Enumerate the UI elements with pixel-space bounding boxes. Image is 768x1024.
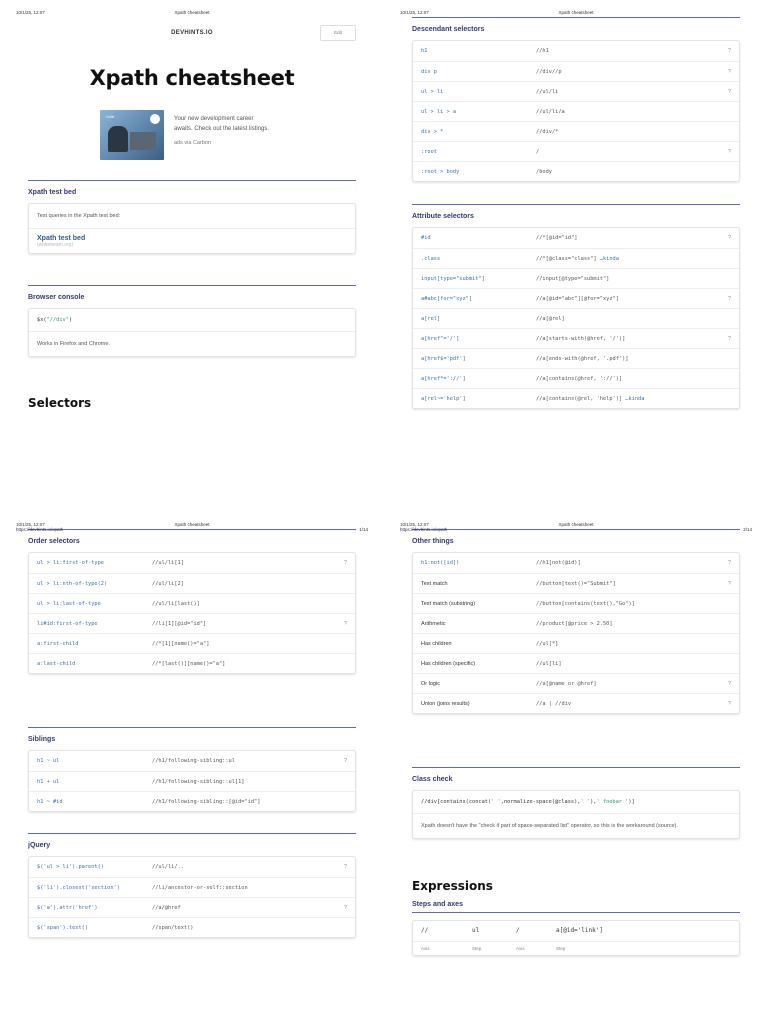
help-link[interactable]: ? [343, 560, 347, 566]
code-string: ' ' [580, 799, 591, 805]
xpath-text: //div//p [536, 69, 562, 75]
xpath-cell [536, 109, 565, 115]
table-row [413, 161, 739, 181]
testbed-link[interactable]: Xpath test bed [37, 235, 86, 242]
table-row [413, 141, 739, 161]
step-label: Step [556, 946, 566, 951]
selector-cell: $('a').attr('href') [37, 905, 98, 911]
xpath-text: //a[ends-with(@href, '.pdf')] [536, 356, 629, 362]
section-heading: Order selectors [28, 538, 80, 545]
table-row [413, 121, 739, 141]
section-console [28, 285, 356, 357]
xpath-text: //*[@class="class"] [536, 256, 597, 262]
table-row [29, 593, 355, 613]
section-heading: Other things [412, 538, 454, 545]
steps-card [412, 920, 740, 956]
selector-cell: h1:not([id]) [421, 560, 460, 566]
selector-cell: ul > li:nth-of-type(2) [37, 581, 108, 587]
table-row [413, 368, 739, 388]
selector-cell: Text match [421, 581, 448, 587]
selector-cell: #id [421, 235, 431, 241]
xpath-text: //ul[*] [536, 641, 559, 647]
selector-cell: a[rel] [421, 316, 441, 322]
selector-cell: ul > li > a [421, 109, 457, 115]
attribute-table [412, 227, 740, 409]
help-link[interactable]: ? [727, 701, 731, 707]
testbed-intro: Test queries in the Xpath test bed: [29, 204, 355, 229]
code-string: ' ' [491, 799, 501, 805]
selector-cell: a#abc[for="xyz"] [421, 296, 473, 302]
xpath-text: //a[@name or @href] [536, 681, 597, 687]
table-row [413, 553, 739, 573]
xpath-text: //li[1][@id="id"] [152, 621, 207, 627]
xpath-cell [536, 661, 562, 667]
selector-cell: h1 + ul [37, 779, 60, 785]
table-row [413, 308, 739, 328]
code-token: $x( [37, 317, 47, 323]
table-row [413, 673, 739, 693]
table-row [413, 693, 739, 713]
xpath-cell [536, 376, 622, 382]
ad-image[interactable] [100, 110, 164, 160]
kinda-note: …kinda [596, 256, 619, 262]
xpath-text: //div/* [536, 129, 559, 135]
help-link[interactable]: ? [727, 581, 731, 587]
help-link[interactable]: ? [343, 905, 347, 911]
section-testbed [28, 180, 356, 254]
footer-page-number: 2/14 [743, 527, 752, 532]
code-token: ) [68, 317, 73, 323]
steps-row [413, 921, 739, 941]
ad-line-2: awaits. Check out the latest listings. [174, 126, 270, 132]
selector-cell: a[href*='://'] [421, 376, 466, 382]
table-row [413, 288, 739, 308]
code-string: ' foobar ' [596, 799, 629, 805]
table-row [29, 917, 355, 937]
section-descendant [412, 17, 740, 182]
step-token: / [516, 927, 520, 934]
xpath-cell [536, 235, 577, 241]
section-jquery [28, 833, 356, 938]
selector-cell: Text match (substring) [421, 601, 476, 607]
xpath-text: //ul/li[last()] [152, 601, 200, 607]
ad-image-label: Vultr [106, 114, 115, 119]
page-1 [0, 0, 384, 512]
jquery-table [28, 856, 356, 938]
section-order [28, 529, 356, 674]
xpath-cell [152, 799, 260, 805]
xpath-cell [536, 149, 539, 155]
xpath-cell [536, 69, 562, 75]
table-row [413, 268, 739, 288]
console-code [29, 309, 355, 332]
xpath-cell [536, 581, 616, 587]
xpath-cell [152, 581, 184, 587]
help-link[interactable]: ? [343, 864, 347, 870]
section-classcheck [412, 767, 740, 839]
help-link[interactable]: ? [343, 621, 347, 627]
help-link[interactable]: ? [727, 89, 731, 95]
xpath-text: //a[starts-with(@href, '/')] [536, 336, 626, 342]
section-siblings [28, 727, 356, 812]
xpath-text: //ul/li[1] [152, 560, 184, 566]
xpath-cell [536, 89, 558, 95]
xpath-cell [536, 641, 558, 647]
classcheck-card [412, 790, 740, 839]
table-row [413, 61, 739, 81]
table-row [413, 388, 739, 408]
xpath-cell [152, 885, 248, 891]
page-title: Xpath cheatsheet [89, 66, 295, 90]
xpath-cell [536, 560, 581, 566]
selector-cell: li#id:first-of-type [37, 621, 98, 627]
print-datetime: 10/1/25, 12:07 [400, 10, 429, 15]
selector-cell: ul > li:last-of-type [37, 601, 101, 607]
print-datetime: 10/1/25, 12:07 [400, 522, 429, 527]
xpath-cell [536, 336, 625, 342]
table-row [413, 41, 739, 61]
edit-button[interactable]: Edit [320, 25, 356, 41]
xpath-text: //a[@id="abc"][@for="xyz"] [536, 296, 619, 302]
xpath-text: //a | //div [536, 701, 572, 707]
xpath-cell [152, 905, 181, 911]
help-link[interactable]: ? [727, 69, 731, 75]
xpath-cell [536, 129, 558, 135]
page-2 [384, 0, 768, 512]
xpath-text: //ul/li [536, 89, 559, 95]
print-doc-title: Xpath cheatsheet [174, 522, 210, 527]
xpath-cell [536, 396, 644, 402]
selector-cell: div p [421, 69, 437, 75]
table-row [413, 613, 739, 633]
code-token: //div[contains(concat( [421, 799, 492, 805]
selector-cell: div > * [421, 129, 444, 135]
selector-cell: Has children [421, 641, 452, 647]
section-expressions [412, 879, 740, 956]
xpath-cell [152, 925, 193, 931]
descendant-table [412, 40, 740, 182]
section-heading: Browser console [28, 294, 85, 301]
code-string: "//div" [46, 317, 69, 323]
code-token: )] [628, 799, 635, 805]
xpath-cell [152, 661, 225, 667]
xpath-cell [152, 779, 244, 785]
selector-cell: h1 ~ ul [37, 758, 60, 764]
xpath-text: //h1[not(@id)] [536, 560, 581, 566]
print-doc-title: Xpath cheatsheet [558, 522, 594, 527]
section-heading: Attribute selectors [412, 213, 474, 220]
section-heading: Descendant selectors [412, 26, 485, 33]
xpath-cell [536, 169, 552, 175]
table-row [413, 81, 739, 101]
xpath-text: //li/ancestor-or-self::section [152, 885, 248, 891]
table-row [413, 348, 739, 368]
table-row [29, 613, 355, 633]
xpath-text: //button[contains(text(),"Go")] [536, 601, 635, 607]
help-link[interactable]: ? [343, 758, 347, 764]
classcheck-note: Xpath doesn't have the "check if part of space-separated list" operator, so this is the workaround (source). [421, 823, 678, 829]
step-token: ul [472, 927, 480, 934]
xpath-cell [152, 560, 184, 566]
section-heading: Class check [412, 776, 453, 783]
footer-url[interactable]: https://devhints.io/xpath [400, 527, 448, 532]
print-datetime: 10/1/25, 12:07 [16, 10, 45, 15]
brand-logo[interactable]: DEVHINTS.IO [171, 30, 213, 36]
table-row [413, 633, 739, 653]
selector-cell: Arithmetic [421, 621, 446, 627]
xpath-cell [536, 701, 571, 707]
other-table [412, 552, 740, 714]
xpath-text: //ul/li/.. [152, 864, 184, 870]
xpath-text: //ul/li/a [536, 109, 565, 115]
selector-cell: $('ul > li').parent() [37, 864, 104, 870]
table-row [29, 877, 355, 897]
table-row [413, 248, 739, 268]
selector-cell: input[type="submit"] [421, 276, 485, 282]
xpath-text: //button[text()="Submit"] [536, 581, 616, 587]
selectors-heading: Selectors [28, 396, 92, 410]
table-row [413, 593, 739, 613]
ad-via[interactable]: ads via Carbon [174, 140, 211, 146]
xpath-text: //h1 [536, 48, 549, 54]
selector-cell: a:first-child [37, 641, 79, 647]
print-doc-title: Xpath cheatsheet [558, 10, 594, 15]
code-token: ), [590, 799, 597, 805]
xpath-cell [536, 316, 565, 322]
table-row [29, 771, 355, 791]
xpath-cell [536, 48, 549, 54]
xpath-text: / [536, 149, 540, 155]
selector-cell: ul > li:first-of-type [37, 560, 104, 566]
xpath-text: /body [536, 169, 552, 175]
xpath-text: //*[last()][name()="a"] [152, 661, 226, 667]
xpath-text: //*[@id="id"] [536, 235, 578, 241]
selector-cell: ul > li [421, 89, 444, 95]
xpath-cell [536, 356, 628, 362]
selector-cell: a[rel~='help'] [421, 396, 466, 402]
testbed-domain: (whitebeam.org) [37, 242, 74, 248]
xpath-text: //input[@type="submit"] [536, 276, 610, 282]
xpath-cell [536, 276, 609, 282]
selector-cell: a[href$='pdf'] [421, 356, 466, 362]
page-header [16, 10, 368, 18]
help-link[interactable]: ? [727, 296, 731, 302]
selector-cell: .class [421, 256, 441, 262]
help-link[interactable]: ? [727, 149, 731, 155]
kinda-note: …kinda [622, 396, 645, 402]
ad-text[interactable] [174, 114, 294, 134]
table-row [29, 573, 355, 593]
help-link[interactable]: ? [727, 560, 731, 566]
steps-labels [413, 941, 739, 955]
xpath-text: //product[@price > 2.50] [536, 621, 613, 627]
xpath-text: //h1/following-sibling::ul[1] [152, 779, 245, 785]
selector-cell: :root [421, 149, 437, 155]
expressions-heading: Expressions [412, 879, 493, 893]
console-note: Works in Firefox and Chrome. [37, 341, 110, 347]
selector-cell: Has children (specific) [421, 661, 476, 667]
section-heading: Xpath test bed [28, 189, 77, 196]
step-label: Axis [516, 946, 525, 951]
xpath-cell [152, 758, 235, 764]
section-other [412, 529, 740, 714]
table-row [29, 653, 355, 673]
selector-cell: a[href^='/'] [421, 336, 460, 342]
help-link[interactable]: ? [727, 336, 731, 342]
table-row [413, 573, 739, 593]
xpath-text: //a/@href [152, 905, 181, 911]
selector-cell: Or logic [421, 681, 440, 687]
xpath-cell [536, 296, 619, 302]
table-row [413, 653, 739, 673]
xpath-text: //ul/li[2] [152, 581, 184, 587]
section-attribute [412, 204, 740, 409]
xpath-cell [152, 864, 184, 870]
carbon-ad[interactable] [28, 110, 356, 162]
step-token: a[@id='link'] [556, 927, 603, 934]
selector-cell: $('li').closest('section') [37, 885, 120, 891]
selector-cell: $('span').text() [37, 925, 89, 931]
table-row [29, 791, 355, 811]
xpath-text: //a[contains(@href, '://')] [536, 376, 623, 382]
selector-cell: :root > body [421, 169, 460, 175]
table-row [29, 553, 355, 573]
ad-line-1: Your new development career [174, 116, 254, 122]
xpath-cell [536, 621, 613, 627]
help-link[interactable]: ? [727, 235, 731, 241]
xpath-cell [536, 601, 635, 607]
table-row [29, 857, 355, 877]
help-link[interactable]: ? [727, 48, 731, 54]
selector-cell: Union (joins results) [421, 701, 470, 707]
xpath-text: //h1/following-sibling::[@id="id"] [152, 799, 261, 805]
footer-page-number: 1/14 [359, 527, 368, 532]
xpath-cell [536, 256, 619, 262]
selector-cell: h1 ~ #id [37, 799, 63, 805]
page-4 [384, 512, 768, 1024]
xpath-cell [152, 621, 206, 627]
steps-heading: Steps and axes [412, 901, 463, 908]
table-row [413, 101, 739, 121]
table-row [413, 328, 739, 348]
xpath-cell [152, 641, 209, 647]
xpath-cell [152, 601, 200, 607]
xpath-text: //*[1][name()="a"] [152, 641, 210, 647]
footer-url[interactable]: https://devhints.io/xpath [16, 527, 64, 532]
step-label: Step [472, 946, 482, 951]
section-heading: jQuery [28, 842, 51, 849]
xpath-text: //ul[li] [536, 661, 562, 667]
section-heading: Siblings [28, 736, 56, 743]
order-table [28, 552, 356, 674]
selector-cell: h1 [421, 48, 428, 54]
console-card [28, 308, 356, 357]
top-bar [28, 30, 356, 36]
xpath-text: //h1/following-sibling::ul [152, 758, 235, 764]
page-3 [0, 512, 384, 1024]
xpath-cell [536, 681, 597, 687]
table-row [29, 897, 355, 917]
table-row [29, 633, 355, 653]
classcheck-code [413, 791, 739, 814]
code-token: ,normalize-space(@class), [500, 799, 581, 805]
print-doc-title: Xpath cheatsheet [174, 10, 210, 15]
xpath-text: //a[@rel] [536, 316, 565, 322]
step-token: // [421, 927, 429, 934]
xpath-text: //a[contains(@rel, 'help')] [536, 396, 623, 402]
selector-cell: a:last-child [37, 661, 76, 667]
table-row [413, 228, 739, 248]
siblings-table [28, 750, 356, 812]
xpath-text: //span/text() [152, 925, 194, 931]
help-link[interactable]: ? [727, 681, 731, 687]
step-label: Axis [421, 946, 430, 951]
table-row [29, 751, 355, 771]
print-datetime: 10/1/25, 12:07 [16, 522, 45, 527]
testbed-card [28, 203, 356, 254]
